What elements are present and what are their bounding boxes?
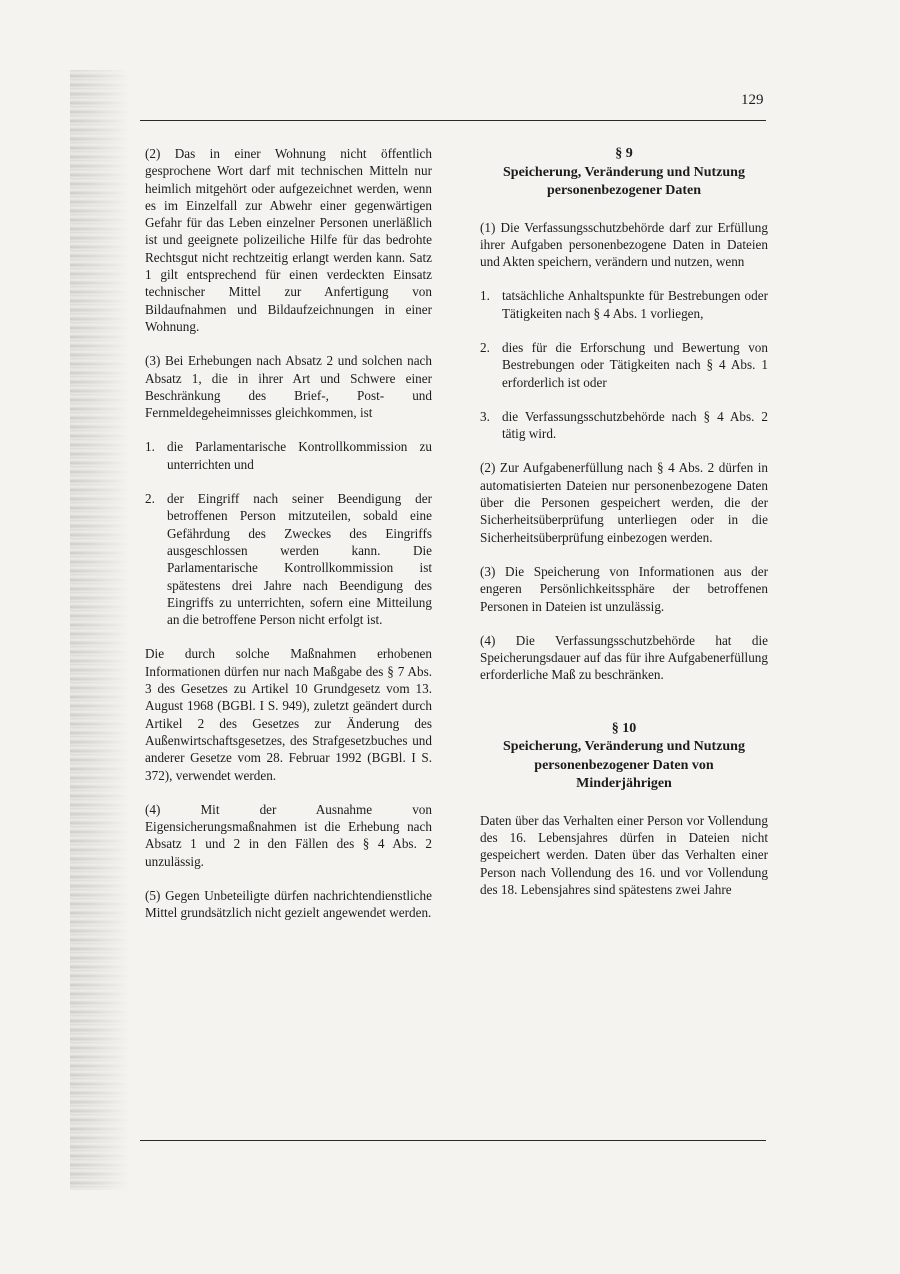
left-column — [145, 145, 432, 939]
header-rule — [140, 120, 766, 121]
list-item-number: 3. — [480, 408, 490, 424]
s10-paragraph-1: Daten über das Verhalten einer Person vor Vollendung des 16. Lebensjahres dürfen in Dateien nicht gespeichert werden. Daten über das Verhalten einer Person nach Vollendung des 16. und vor Vollendung des 18. Lebensjahres sind spätestens zwei Jahre — [480, 812, 768, 897]
s9-paragraph-1: (1) Die Verfassungsschutzbehörde darf zur Erfüllung ihrer Aufgaben personenbezogene Daten in Dateien und Akten speichern, verändern und nutzen, wenn — [480, 219, 768, 270]
list-item — [145, 438, 432, 473]
list-item-text: der Eingriff nach seiner Beendigung der betroffenen Person mitzuteilen, sobald eine Gefährdung des Zweckes des Eingriffs ausgeschlossen werden kann. Die Parlamentarische Kontrollkommission ist spätestens drei Jahre nach Beendigung des Eingriffs zu unterrichten, sofern eine Mitteilung an die betroffene Person nicht erfolgt ist. — [167, 491, 432, 628]
list-item — [145, 490, 432, 628]
section-10-title: Speicherung, Veränderung und Nutzung personenbezogener Daten von Minderjährigen — [503, 739, 745, 792]
list-item-number: 1. — [145, 439, 155, 455]
list-item-number: 2. — [145, 491, 155, 507]
list-item-text: die Verfassungsschutzbehörde nach § 4 Abs. 2 tätig wird. — [502, 408, 768, 442]
list-item-text: tatsächliche Anhaltspunkte für Bestrebungen oder Tätigkeiten nach § 4 Abs. 1 vorliegen, — [502, 288, 768, 321]
s9-paragraph-1-list — [480, 287, 768, 442]
list-item — [480, 408, 768, 443]
paragraph-3-list — [145, 438, 432, 628]
list-item-text: die Parlamentarische Kontrollkommission zu unterrichten und — [167, 439, 432, 472]
paragraph-information-use: Die durch solche Maßnahmen erhobenen Informationen dürfen nur nach Maßgabe des § 7 Abs. 3 des Gesetzes zu Artikel 10 Grundgesetz vom 13. August 1968 (BGBl. I S. 949), zuletzt geändert durch Artikel 2 des Gesetzes zur Änderung des Außenwirtschaftsgesetzes, des Strafgesetzbuches und anderer Gesetze vom 28. Februar 1992 (BGBl. I S. 372), verwendet werden. — [145, 646, 432, 783]
footer-rule — [140, 1140, 766, 1141]
paragraph-5: (5) Gegen Unbeteiligte dürfen nachrichtendienstliche Mittel grundsätzlich nicht gezielt angewendet werden. — [145, 887, 432, 921]
paragraph-3: (3) Bei Erhebungen nach Absatz 2 und solchen nach Absatz 1, die in ihrer Art und Schwere einer Beschränkung des Brief-, Post- und Fernmeldegeheimnisses gleichkommen, ist — [145, 353, 432, 421]
list-item — [480, 339, 768, 391]
right-column — [480, 145, 768, 915]
s9-paragraph-2: (2) Zur Aufgabenerfüllung nach § 4 Abs. 2 dürfen in automatisierten Dateien nur personenbezogene Daten über die Personen gespeichert werden, die der Sicherheitsüberprüfung unterliegen oder in die Sicherheitsüberprüfung einbezogen werden. — [480, 460, 768, 545]
section-9-number: § 9 — [615, 146, 633, 161]
section-9-heading — [480, 145, 768, 201]
page-number: 129 — [741, 92, 764, 108]
section-10-number: § 10 — [611, 720, 637, 736]
list-item — [480, 287, 768, 322]
list-item-number: 1. — [480, 288, 490, 304]
s9-paragraph-4: (4) Die Verfassungsschutzbehörde hat die Speicherungsdauer auf das für ihre Aufgabenerfüllung erforderliche Maß zu beschränken. — [480, 632, 768, 683]
list-item-text: dies für die Erforschung und Bewertung von Bestrebungen oder Tätigkeiten nach § 4 Abs. 1 erforderlich ist oder — [502, 339, 768, 390]
section-9-title: Speicherung, Veränderung und Nutzung personenbezogener Daten — [503, 164, 745, 198]
scan-shadow-edge — [70, 70, 130, 1190]
paragraph-4: (4) Mit der Ausnahme von Eigensicherungsmaßnahmen ist die Erhebung nach Absatz 1 und 2 in den Fällen des § 4 Abs. 2 unzulässig. — [145, 801, 432, 869]
section-10-heading — [480, 720, 768, 794]
s9-paragraph-3: (3) Die Speicherung von Informationen aus der engeren Persönlichkeitssphäre der betroffenen Personen in Dateien ist unzulässig. — [480, 563, 768, 614]
paragraph-2: (2) Das in einer Wohnung nicht öffentlich gesprochene Wort darf mit technischen Mitteln nur heimlich mitgehört oder aufgezeichnet werden, wenn es im Einzelfall zur Abwehr einer gegenwärtigen Gefahr für das Leben einzelner Personen unerläßlich ist und geeignete polizeiliche Hilfe für das bedrohte Rechtsgut nicht rechtzeitig erlangt werden kann. Satz 1 gilt entsprechend für einen verdeckten Einsatz technischer Mittel zur Anfertigung von Bildaufnahmen und Bildaufzeichnungen in einer Wohnung. — [145, 146, 432, 334]
list-item-number: 2. — [480, 339, 490, 355]
